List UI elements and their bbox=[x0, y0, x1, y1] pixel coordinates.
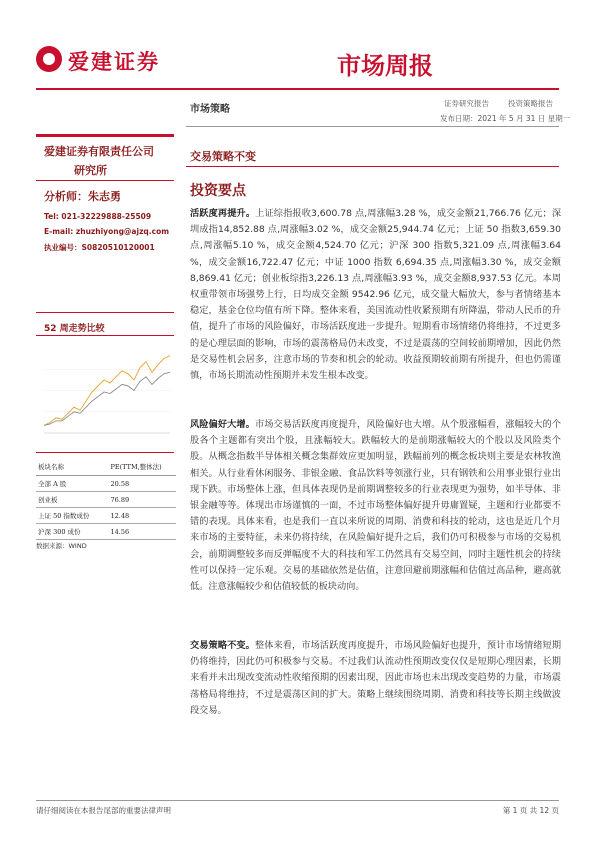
analyst-email[interactable]: E-mail: zhuzhiyong@ajzq.com bbox=[44, 227, 170, 236]
table-cell: 全部 A 股 bbox=[36, 476, 103, 492]
data-source: 数据来源：WIND bbox=[36, 542, 87, 550]
subheader-divider bbox=[186, 126, 559, 127]
paragraph-heading: 风险偏好大增。 bbox=[190, 419, 255, 430]
report-tag: 投资策略报告 bbox=[508, 99, 553, 108]
table-header-cell: 板块名称 bbox=[36, 458, 103, 476]
publish-date: 发布日期：2021 年 5 月 31 日 星期一 bbox=[440, 114, 571, 123]
paragraph-body: 整体来看，市场活跃度再度提升，市场风险偏好也提升，预计市场情绪短期仍将维持，因此仍可积极参与交易。不过我们认流动性预期改变仅仅是短期心理因素，长期来看并未出现改变流动性收缩预期的因素出现，因此市场也未出现改变趋势的力量，市场震荡格局将维持，不过是震荡区间的扩大。策略上继续围绕周期、消费和科技等长期主线做波段交易。 bbox=[190, 640, 562, 716]
report-subtitle: 交易策略不变 bbox=[190, 150, 256, 163]
paragraph-strategy bbox=[190, 638, 561, 719]
table-cell: 上证 50 指数成份 bbox=[36, 508, 103, 524]
sidebar-divider bbox=[36, 312, 174, 313]
table-cell: 创业板 bbox=[36, 492, 103, 508]
footer-disclaimer: 请仔细阅读在本报告尾部的重要法律声明 bbox=[36, 806, 171, 815]
table-cell: 12.48 bbox=[103, 508, 177, 524]
header-divider bbox=[36, 88, 559, 90]
analyst-tel: Tel: 021-32229888-25509 bbox=[44, 212, 152, 221]
paragraph-activity bbox=[190, 206, 561, 384]
chart-series-line bbox=[44, 372, 170, 425]
table-cell: 76.89 bbox=[103, 492, 177, 508]
sidebar-divider bbox=[36, 134, 174, 137]
section-title: 投资要点 bbox=[190, 183, 246, 199]
paragraph-heading: 活跃度再提升。 bbox=[190, 208, 256, 219]
paragraph-risk bbox=[190, 417, 561, 595]
sidebar-divider bbox=[36, 335, 174, 336]
paragraph-body: 上证综指报收3,600.78 点,周涨幅3.28 %，成交金额21,766.76 亿元；深圳成指14,852.88 点,周涨幅3.02 %，成交金额25,944.74 亿元；上证 50 指数3,659.30 点,周涨幅5.10 %，成交金额4,524.70 亿元；沪深 300 指数5,321.09 点,周涨幅3.64 %，成交金额16,722.47 亿元；中证 1000 指数 6,694.35 点,周涨幅3.30 %，成交金额8,869.41 亿元；创业板综指3,226.13 点,周涨幅3.93 %，成交金额8,937.53 亿元。本周权重带领市场强势上行，日均成交金额 9542.96 亿元，成交量大幅放大，参与者情绪基本稳定，基金仓位均值有所下降。整体来看，美国流动性收紧预期有所降温，带动人民币的升值，提升了市场的风险偏好，市场活跃度进一步提升。短期看市场情绪仍将维持，不过更多的是心理层面的影响，市场的震荡格局仍未改变，不过是震荡的空间较前期增加，因此仍然是交易性机会居多，注意市场的节奏和机会的轮动。收益预期较前期有所提升，但也仍需谨慎，市场长期流动性预期并未发生根本改变。 bbox=[190, 208, 562, 382]
brand-logo bbox=[36, 40, 186, 80]
table-row bbox=[36, 508, 176, 524]
page-number: 第 1 页 共 12 页 bbox=[502, 806, 559, 815]
sidebar-divider bbox=[36, 180, 174, 181]
main-divider bbox=[186, 166, 559, 167]
sidebar-divider bbox=[36, 452, 174, 453]
report-tag: 证券研究报告 bbox=[444, 99, 489, 108]
report-type-title: 市场周报 bbox=[337, 52, 433, 80]
valuation-table bbox=[36, 458, 176, 540]
logo-mark-icon bbox=[36, 46, 62, 72]
logo-text: 爱建证券 bbox=[68, 50, 160, 74]
table-cell: 14.56 bbox=[103, 524, 177, 540]
table-row bbox=[36, 476, 176, 492]
trend-chart bbox=[36, 340, 176, 445]
paragraph-heading: 交易策略不变。 bbox=[190, 640, 255, 651]
table-header-row bbox=[36, 458, 176, 476]
table-row bbox=[36, 492, 176, 508]
table-cell: 沪深 300 成份 bbox=[36, 524, 103, 540]
institute-name: 研究所 bbox=[74, 164, 107, 177]
table-header-cell: PE(TTM,整体法) bbox=[103, 458, 177, 476]
analyst-name: 分析师：朱志勇 bbox=[44, 190, 121, 203]
table-cell: 20.58 bbox=[103, 476, 177, 492]
analyst-license: 执业编号：S0820510120001 bbox=[44, 243, 155, 252]
chart-title: 52 周走势比较 bbox=[44, 324, 105, 334]
company-name: 爱建证券有限责任公司 bbox=[44, 145, 154, 158]
table-row bbox=[36, 524, 176, 540]
paragraph-body: 市场交易活跃度再度提升，风险偏好也大增。从个股涨幅看，涨幅较大的个股各个主题都有突出个股，且涨幅较大。跌幅较大的是前期涨幅较大的个股以及风险类个股。从概念指数半导体相关概念集群效应更加明显，跌幅前列的概念板块则主要是农林牧渔相关。从行业看休闲服务、非银金融、食品饮料等领涨行业，只有钢铁和公用事业银行业出现下跌。市场整体上涨，但具体表现仍是前期调整较多的行业表现更为强势，如半导体、非银金融等等。体现出市场谨慎的一面，不过市场整体偏好提升毋庸置疑，主题和行业都要不错的表现。具体来看，也是我们一直以来所说的周期、消费和科技的轮动，这也是近几个月来市场的主要特征，未来仍将持续，在风险偏好提升之后，我们仍可积极参与市场的交易机会，前期调整较多而反弹幅度不大的科技和军工仍然具有交易空间，同时主题性机会的持续性可以保持一定乐观。交易的基础依然是估值，注意回避前期涨幅和估值过高品种，避高就低。注意涨幅较少和估值较低的板块动向。 bbox=[190, 419, 562, 593]
footer-divider bbox=[36, 800, 559, 801]
section-label: 市场策略 bbox=[190, 104, 230, 115]
